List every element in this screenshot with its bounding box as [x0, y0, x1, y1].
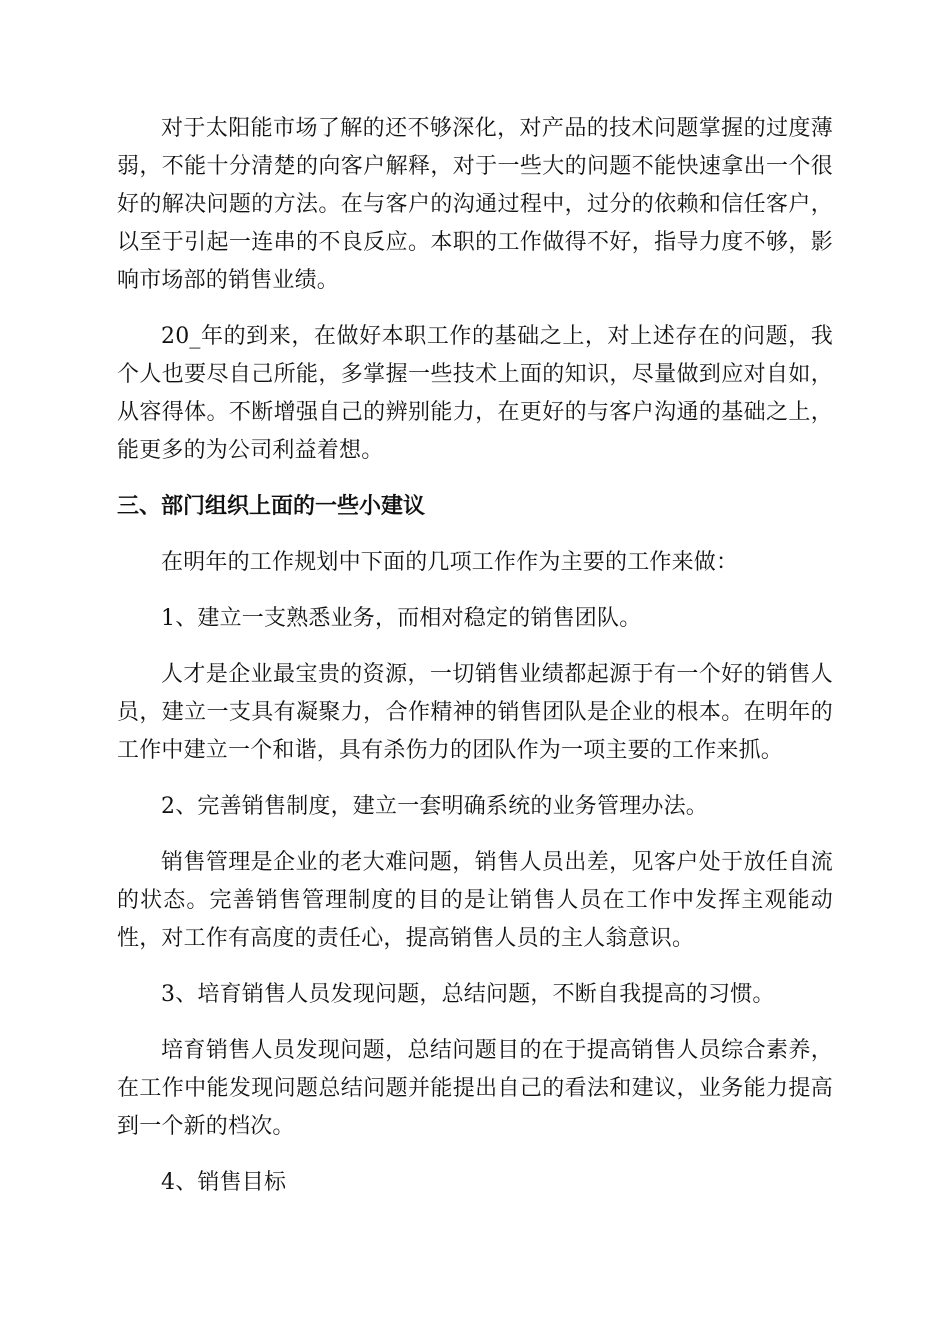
- paragraph-work-plan-intro: 在明年的工作规划中下面的几项工作作为主要的工作来做：: [161, 550, 739, 575]
- section-heading-department-suggestions: 三、部门组织上面的一些小建议: [117, 494, 426, 519]
- paragraph-sales-management: 销售管理是企业的老大难问题，销售人员出差，见客户处于放任自流的状态。完善销售管理制度的目的是让销售人员在工作中发挥主观能动性，对工作有高度的责任心，提高销售人员的主人翁意识。: [117, 850, 833, 951]
- list-item-3-training-habits: 3、培育销售人员发现问题，总结问题，不断自我提高的习惯。: [161, 982, 775, 1007]
- paragraph-training-purpose: 培育销售人员发现问题，总结问题目的在于提高销售人员综合素养，在工作中能发现问题总结问题并能提出自己的看法和建议，业务能力提高到一个新的档次。: [117, 1038, 833, 1139]
- list-item-1-sales-team: 1、建立一支熟悉业务，而相对稳定的销售团队。: [161, 606, 642, 631]
- document-page: [117, 110, 833, 1202]
- paragraph-market-understanding: 对于太阳能市场了解的还不够深化，对产品的技术问题掌握的过度薄弱，不能十分清楚的向客户解释，对于一些大的问题不能快速拿出一个很好的解决问题的方法。在与客户的沟通过程中，过分的依赖和信任客户，以至于引起一连串的不良反应。本职的工作做得不好，指导力度不够，影响市场部的销售业绩。: [117, 116, 833, 293]
- list-item-2-sales-system: 2、完善销售制度，建立一套明确系统的业务管理办法。: [161, 794, 708, 819]
- paragraph-talent-resource: 人才是企业最宝贵的资源，一切销售业绩都起源于有一个好的销售人员，建立一支具有凝聚力，合作精神的销售团队是企业的根本。在明年的工作中建立一个和谐，具有杀伤力的团队作为一项主要的工作来抓。: [117, 662, 833, 763]
- paragraph-new-year-plan: 20_年的到来，在做好本职工作的基础之上，对上述存在的问题，我个人也要尽自己所能，多掌握一些技术上面的知识，尽量做到应对自如，从容得体。不断增强自己的辨别能力，在更好的与客户沟通的基础之上，能更多的为公司利益着想。: [117, 324, 833, 463]
- list-item-4-sales-target: 4、销售目标: [161, 1170, 287, 1195]
